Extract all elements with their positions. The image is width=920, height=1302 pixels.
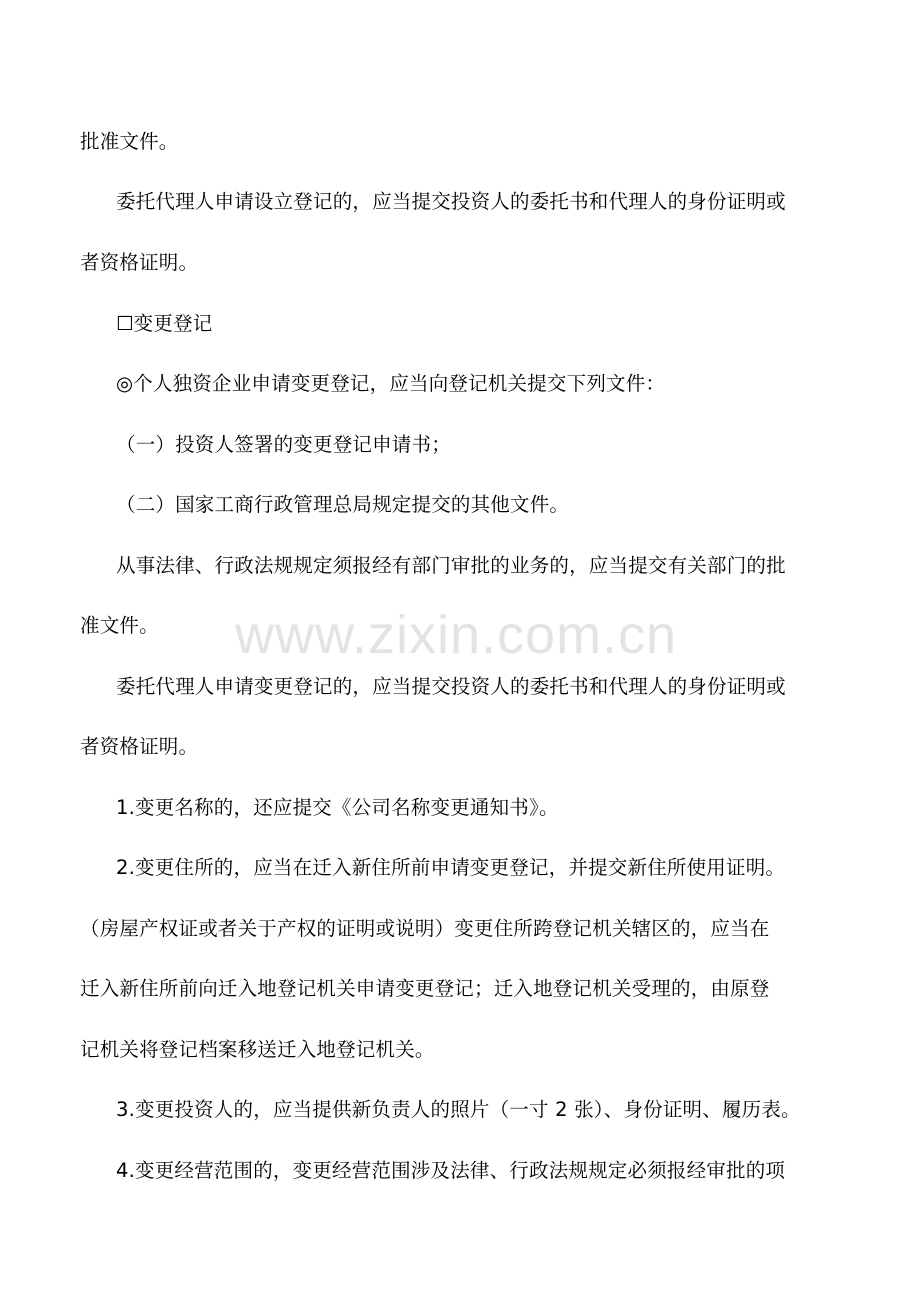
list-item: 1.变更名称的，还应提交《公司名称变更通知书》。 <box>116 796 559 819</box>
list-item: （一）投资人签署的变更登记申请书； <box>116 433 451 456</box>
text-line: ◎个人独资企业申请变更登记，应当向登记机关提交下列文件： <box>116 372 666 395</box>
list-item: （二）国家工商行政管理总局规定提交的其他文件。 <box>116 493 570 516</box>
text-line: 委托代理人申请变更登记的，应当提交投资人的委托书和代理人的身份证明或 <box>116 675 786 698</box>
list-item: 2.变更住所的，应当在迁入新住所前申请变更登记，并提交新住所使用证明。 <box>116 856 786 879</box>
text-line: 者资格证明。 <box>80 735 199 758</box>
text-line: （房屋产权证或者关于产权的证明或说明）变更住所跨登记机关辖区的，应当在 <box>80 917 770 940</box>
text-line: 者资格证明。 <box>80 251 199 274</box>
text-line: 迁入新住所前向迁入地登记机关申请变更登记；迁入地登记机关受理的，由原登 <box>80 977 770 1000</box>
text-line: 从事法律、行政法规规定须报经有部门审批的业务的，应当提交有关部门的批 <box>116 554 786 577</box>
text-line: 批准文件。 <box>80 130 179 153</box>
list-item: 4.变更经营范围的，变更经营范围涉及法律、行政法规规定必须报经审批的项 <box>116 1159 786 1182</box>
list-item: 3.变更投资人的，应当提供新负责人的照片（一寸 2 张）、身份证明、履历表。 <box>116 1098 801 1121</box>
text-line: 委托代理人申请设立登记的，应当提交投资人的委托书和代理人的身份证明或 <box>116 190 786 213</box>
text-line: 准文件。 <box>80 614 159 637</box>
section-heading: ☐变更登记 <box>116 312 213 335</box>
text-line: 记机关将登记档案移送迁入地登记机关。 <box>80 1038 435 1061</box>
watermark: www.zixin.com.cn <box>235 605 678 665</box>
